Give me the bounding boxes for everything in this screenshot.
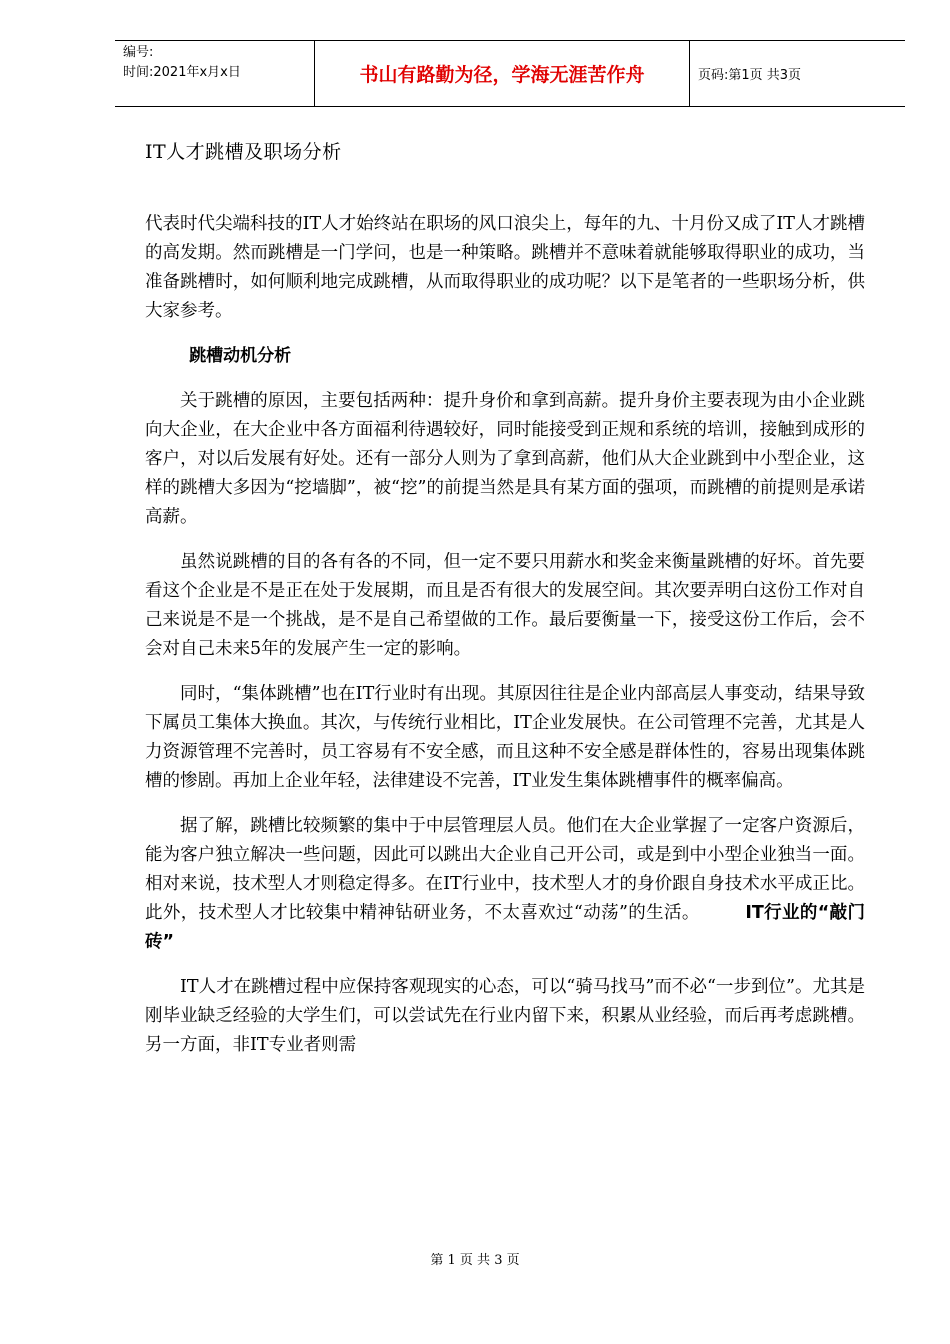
last-paragraph: IT人才在跳槽过程中应保持客观现实的心态，可以“骑马找马”而不必“一步到位”。尤其是刚毕业缺乏经验的大学生们，可以尝试先在行业内留下来，积累从业经验，而后再考虑跳槽。另一方面，非IT专业者则需 (145, 977, 865, 1055)
time-label: 时间:2021年x月x日 (123, 65, 241, 80)
motto-text: 书山有路勤为径，学海无涯苦作舟 (359, 64, 645, 86)
document-title: IT人才跳槽及职场分析 (145, 141, 342, 163)
section-heading-motivation: 跳槽动机分析 (189, 346, 292, 366)
page-label: 页码:第1页 共3页 (698, 68, 802, 83)
number-label: 编号: (123, 45, 154, 60)
header-page-cell (690, 41, 905, 106)
header-motto-cell (315, 41, 690, 106)
body-paragraph: 关于跳槽的原因，主要包括两种：提升身价和拿到高薪。提升身价主要表现为由小企业跳向大企业，在大企业中各方面福利待遇较好，同时能接受到正规和系统的培训，接触到成形的客户，对以后发展有好处。还有一部分人则为了拿到高薪，他们从大企业跳到中小型企业，这样的跳槽大多因为“挖墙脚”，被“挖”的前提当然是具有某方面的强项，而跳槽的前提则是承诺高薪。 (145, 391, 865, 527)
header-table (115, 40, 905, 107)
body-paragraph: 虽然说跳槽的目的各有各的不同，但一定不要只用薪水和奖金来衡量跳槽的好坏。首先要看这个企业是不是正在处于发展期，而且是否有很大的发展空间。其次要弄明白这份工作对自己来说是不是一个挑战，是不是自己希望做的工作。最后要衡量一下，接受这份工作后，会不会对自己未来5年的发展产生一定的影响。 (145, 552, 865, 659)
page-footer: 第 1 页 共 3 页 (430, 1253, 520, 1268)
body-paragraph-text: 据了解，跳槽比较频繁的集中于中层管理层人员。他们在大企业掌握了一定客户资源后，能为客户独立解决一些问题，因此可以跳出大企业自己开公司，或是到中小型企业独当一面。相对来说，技术型人才则稳定得多。在IT行业中，技术型人才的身价跟自身技术水平成正比。此外，技术型人才比较集中精神钻研业务，不太喜欢过“动荡”的生活。 (145, 816, 865, 923)
document-body (145, 210, 865, 1076)
section-heading-entry: IT行业的“敲门砖” (145, 903, 865, 952)
header-meta-cell (115, 41, 315, 106)
intro-paragraph: 代表时代尖端科技的IT人才始终站在职场的风口浪尖上，每年的九、十月份又成了IT人才跳槽的高发期。然而跳槽是一门学问，也是一种策略。跳槽并不意味着就能够取得职业的成功，当准备跳槽时，如何顺利地完成跳槽，从而取得职业的成功呢？以下是笔者的一些职场分析，供大家参考。 (145, 214, 865, 321)
body-paragraph: 同时，“集体跳槽”也在IT行业时有出现。其原因往往是企业内部高层人事变动，结果导致下属员工集体大换血。其次，与传统行业相比，IT企业发展快。在公司管理不完善，尤其是人力资源管理不完善时，员工容易有不安全感，而且这种不安全感是群体性的，容易出现集体跳槽的惨剧。再加上企业年轻，法律建设不完善，IT业发生集体跳槽事件的概率偏高。 (145, 684, 865, 791)
body-paragraph-with-heading (145, 812, 865, 957)
